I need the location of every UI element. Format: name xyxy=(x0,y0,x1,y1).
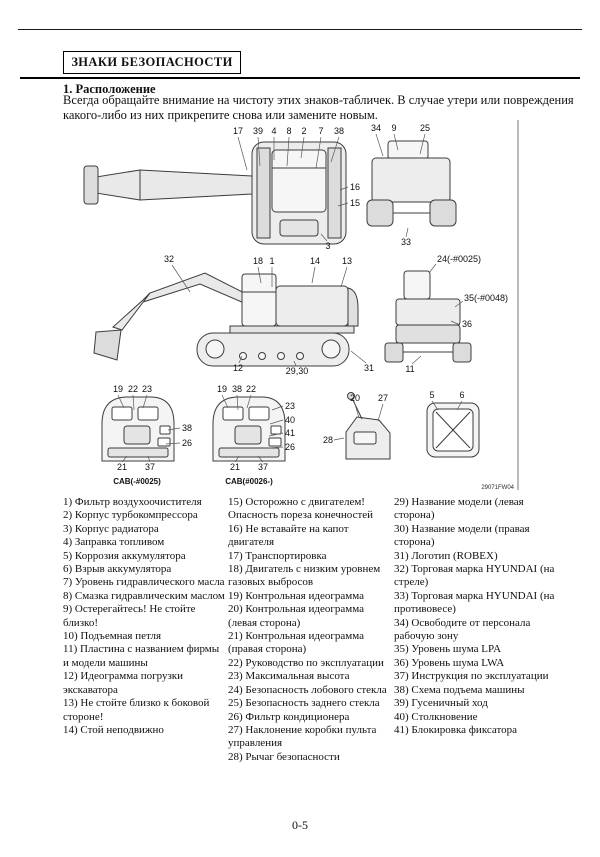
figure-callout: 23 xyxy=(284,401,296,411)
legend-item: 5) Коррозия аккумулятора xyxy=(63,549,186,562)
figure-cab-early xyxy=(102,397,174,461)
legend-item: 1) Фильтр воздухоочистителя xyxy=(63,496,202,508)
callout-leader-line xyxy=(312,267,315,283)
figure-callout: 2 xyxy=(301,126,307,136)
callout-leader-line xyxy=(378,404,383,421)
callout-leader-line xyxy=(429,264,436,273)
legend-item: 11) Пластина с названием фирмы и модели машины xyxy=(63,643,220,669)
intro-paragraph: Всегда обращайте внимание на чистоту этих знаков-табличек. В случае утери или повреждения какого-либо из них прикрепите снова или замените новым. xyxy=(63,93,574,122)
figure-callout: 33 xyxy=(400,237,412,247)
legend-item: 17) Транспортировка xyxy=(228,549,327,562)
callout-leader-line xyxy=(341,267,347,287)
figure-callout: 13 xyxy=(341,256,353,266)
figure-callout: 37 xyxy=(144,462,156,472)
figure-callout: 11 xyxy=(405,364,415,374)
callout-leader-line xyxy=(376,134,383,156)
figure-callout: 17 xyxy=(232,126,244,136)
legend-item: 22) Руководство по эксплуатации xyxy=(228,656,384,669)
figure-callout: 19 xyxy=(216,384,228,394)
figure-callout: 23 xyxy=(141,384,153,394)
figure-callout: 35(-#0048) xyxy=(464,293,509,303)
legend-item: 19) Контрольная идеограмма xyxy=(228,589,364,602)
figure-callout: 21 xyxy=(116,462,128,472)
legend-item: 15) Осторожно с двигателем! Опасность пореза конечностей xyxy=(228,496,374,522)
callout-leader-line xyxy=(412,356,421,364)
legend-item: 24) Безопасность лобового стекла xyxy=(228,683,387,696)
legend-item: 16) Не вставайте на капот двигателя xyxy=(228,522,349,549)
figure-callout: 12 xyxy=(232,363,244,373)
callout-leader-line xyxy=(406,228,408,237)
figure-rear-view xyxy=(385,271,471,362)
figure-callout: 21 xyxy=(229,462,241,472)
legend-item: 23) Максимальная высота xyxy=(228,670,350,683)
figure-callout: 25 xyxy=(419,123,431,133)
figure-callout: 19 xyxy=(112,384,124,394)
page-title: ЗНАКИ БЕЗОПАСНОСТИ xyxy=(71,55,233,69)
figure-callout: 32 xyxy=(163,254,175,264)
legend-column-1 xyxy=(63,496,225,737)
legend-item: 29) Название модели (левая сторона) xyxy=(394,496,524,522)
legend-item: 3) Корпус радиатора xyxy=(63,522,159,535)
figure-callout: 1 xyxy=(269,256,275,266)
cab-variant-label: CAB(-#0025) xyxy=(113,477,161,486)
legend-item: 7) Уровень гидравлического масла xyxy=(63,576,225,589)
legend-item: 36) Уровень шума LWA xyxy=(394,656,505,669)
figure-callout: 38 xyxy=(333,126,345,136)
legend-column-3 xyxy=(394,496,566,737)
figure-plan-view xyxy=(84,142,346,244)
figure-callout: 39 xyxy=(252,126,264,136)
callout-leader-line xyxy=(351,351,366,363)
figure-callout: 38 xyxy=(231,384,243,394)
legend-item: 27) Наклонение коробки пульта управления xyxy=(228,723,377,750)
figure-code: 29071FW04 xyxy=(481,485,514,491)
figure-callout: 26 xyxy=(284,442,296,452)
legend-item: 37) Инструкция по эксплуатации xyxy=(394,670,549,683)
figure-callout: 24(-#0025) xyxy=(437,254,482,264)
figure-callout: 15 xyxy=(349,198,361,208)
figure-drawing xyxy=(0,115,600,495)
figure-callout: 34 xyxy=(370,123,382,133)
figure-callout: 22 xyxy=(127,384,139,394)
legend-item: 21) Контрольная идеограмма (правая сторона) xyxy=(228,630,364,656)
figure-callout: 41 xyxy=(284,428,296,438)
figure-callout: 5 xyxy=(429,390,435,400)
figure-callout: 3 xyxy=(325,241,331,251)
legend-item: 32) Торговая марка HYUNDAI (на стреле) xyxy=(394,563,555,589)
header-rule xyxy=(20,77,580,79)
figure-sign-plate xyxy=(427,403,479,457)
figure-rear-quarter-view xyxy=(367,141,456,226)
legend-item: 39) Гусеничный ход xyxy=(394,697,488,710)
legend-item: 6) Взрыв аккумулятора xyxy=(63,563,172,576)
figure-callout: 7 xyxy=(318,126,324,136)
figure-callout: 27 xyxy=(377,393,389,403)
figure-callout: 31 xyxy=(363,363,375,373)
legend-item: 13) Не стойте близко к боковой стороне! xyxy=(63,697,210,723)
figure-callout: 18 xyxy=(252,256,264,266)
figure-cab-late xyxy=(213,397,285,461)
legend-item: 34) Освободите от персонала рабочую зону xyxy=(394,616,531,643)
page-title-box xyxy=(63,51,241,74)
figure-callout: 36 xyxy=(461,319,473,329)
figure-callout: 40 xyxy=(284,415,296,425)
legend-item: 12) Идеограмма погрузки экскаватора xyxy=(63,670,184,696)
figure-callout: 6 xyxy=(459,390,465,400)
figure-callout: 22 xyxy=(245,384,257,394)
safety-signs-figure xyxy=(0,115,600,495)
figure-callout: 20 xyxy=(349,393,361,403)
figure-callout: 14 xyxy=(309,256,321,266)
cab-variant-label: CAB(#0026-) xyxy=(225,477,273,486)
legend-item: 9) Остерегайтесь! Не стойте близко! xyxy=(63,603,196,629)
legend-item: 10) Подъемная петля xyxy=(63,630,162,643)
figure-callout: 9 xyxy=(391,123,397,133)
legend-item: 31) Логотип (ROBEX) xyxy=(394,549,498,562)
legend-item: 33) Торговая марка HYUNDAI (на противовесе) xyxy=(394,589,555,616)
top-rule xyxy=(18,29,582,30)
legend-item: 26) Фильтр кондиционера xyxy=(228,710,350,723)
legend-item: 30) Название модели (правая сторона) xyxy=(394,522,530,549)
figure-callout: 8 xyxy=(286,126,292,136)
legend-item: 41) Блокировка фиксатора xyxy=(394,723,518,736)
callout-leader-line xyxy=(238,137,247,170)
legend-item: 14) Стой неподвижно xyxy=(63,723,164,736)
legend-item: 8) Смазка гидравлическим маслом xyxy=(63,589,225,602)
legend-column-2 xyxy=(228,496,391,764)
legend-item: 18) Двигатель с низким уровнем газовых выбросов xyxy=(228,563,381,589)
legend-item: 4) Заправка топливом xyxy=(63,536,165,549)
section-heading: 1. Расположение xyxy=(63,82,156,96)
legend-item: 35) Уровень шума LPA xyxy=(394,643,502,656)
legend-item: 25) Безопасность заднего стекла xyxy=(228,697,380,710)
figure-shapes xyxy=(84,141,482,461)
legend-item: 20) Контрольная идеограмма (левая сторона) xyxy=(228,603,364,629)
page-number: 0-5 xyxy=(292,818,308,832)
figure-callout: 4 xyxy=(271,126,277,136)
legend-item: 28) Рычаг безопасности xyxy=(228,750,340,763)
figure-callout: 37 xyxy=(257,462,269,472)
callout-leader-line xyxy=(334,438,344,440)
figure-callout: 16 xyxy=(349,182,361,192)
legend-item: 2) Корпус турбокомпрессора xyxy=(63,509,198,522)
figure-callout: 28 xyxy=(322,435,334,445)
figure-callout: 38 xyxy=(181,423,193,433)
figure-callout: 29,30 xyxy=(285,366,309,376)
legend-item: 38) Схема подъема машины xyxy=(394,683,525,696)
figure-labels xyxy=(113,477,273,486)
figure-side-view xyxy=(94,273,358,366)
legend-item: 40) Столкновение xyxy=(394,710,478,723)
figure-callout: 26 xyxy=(181,438,193,448)
